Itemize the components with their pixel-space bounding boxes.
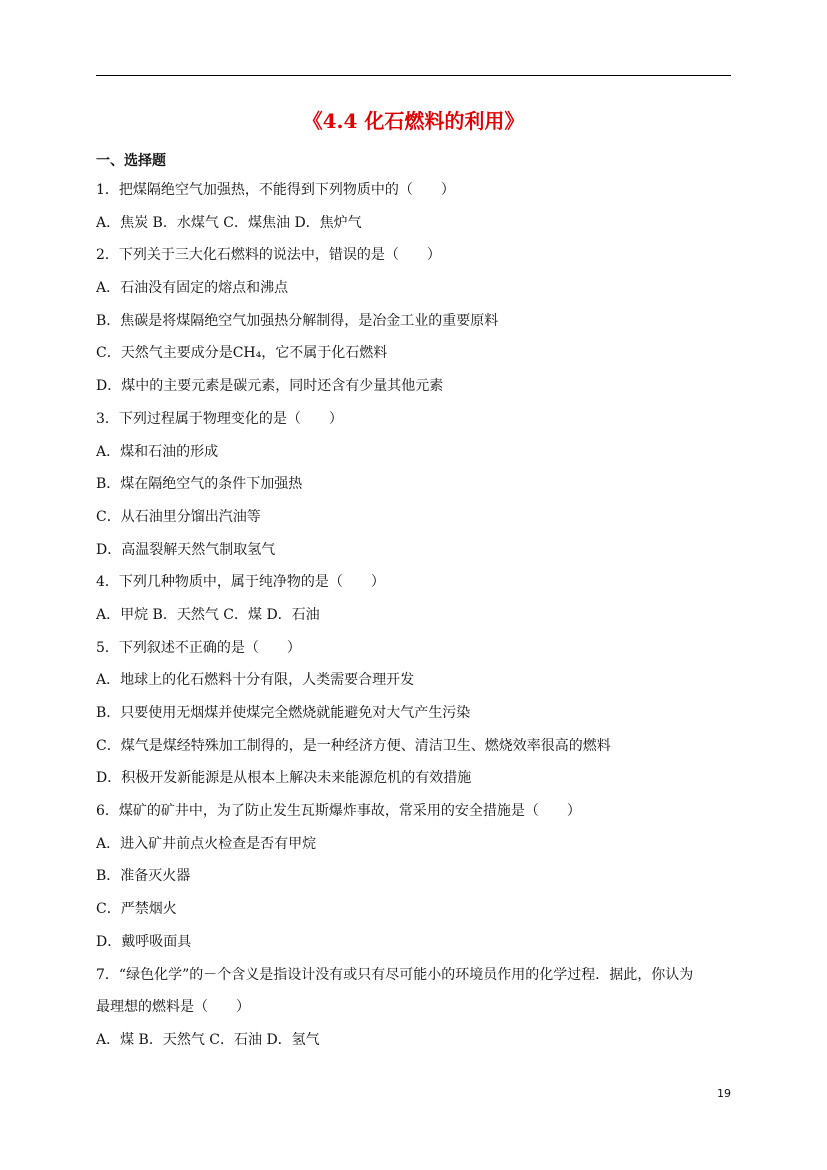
text-line: A．焦炭 B．水煤气 C．煤焦油 D．焦炉气 [96, 214, 362, 231]
question-list [96, 177, 731, 1060]
text-line: 5．下列叙述不正确的是（ ） [96, 639, 301, 656]
text-line: A．煤 B．天然气 C．石油 D．氢气 [96, 1031, 320, 1048]
header-rule [96, 75, 731, 76]
text-line: C．煤气是煤经特殊加工制得的，是一种经济方便、清洁卫生、燃烧效率很高的燃料 [96, 737, 611, 754]
text-line: D．高温裂解天然气制取氢气 [96, 541, 276, 558]
text-line: 6．煤矿的矿井中，为了防止发生瓦斯爆炸事故，常采用的安全措施是（ ） [96, 803, 581, 820]
text-line: A．煤和石油的形成 [96, 443, 219, 460]
page-number: 19 [717, 1087, 731, 1100]
text-line: B．煤在隔绝空气的条件下加强热 [96, 476, 303, 493]
text-line: 4．下列几种物质中，属于纯净物的是（ ） [96, 574, 385, 591]
document-title: 《4.4 化石燃料的利用》 [302, 109, 525, 133]
text-line: 最理想的燃料是（ ） [96, 999, 250, 1016]
text-line: D．戴呼吸面具 [96, 933, 192, 950]
text-line: A．石油没有固定的熔点和沸点 [96, 280, 289, 297]
text-line: B．只要使用无烟煤并使煤完全燃烧就能避免对大气产生污染 [96, 705, 471, 721]
text-line: 1．把煤隔绝空气加强热，不能得到下列物质中的（ ） [96, 182, 455, 198]
text-line: 3．下列过程属于物理变化的是（ ） [96, 410, 343, 427]
text-line: A．甲烷 B．天然气 C．煤 D．石油 [96, 606, 320, 623]
text-line: A．进入矿井前点火检查是否有甲烷 [96, 835, 317, 852]
text-line: A．地球上的化石燃料十分有限，人类需要合理开发 [96, 672, 415, 689]
section-heading: 一、选择题 [96, 153, 166, 169]
text-line: D．煤中的主要元素是碳元素，同时还含有少量其他元素 [96, 378, 444, 395]
text-line: C．严禁烟火 [96, 901, 177, 918]
text-line: C．天然气主要成分是CH₄，它不属于化石燃料 [96, 345, 388, 362]
text-line: D．积极开发新能源是从根本上解决未来能源危机的有效措施 [96, 770, 472, 787]
text-line: B．焦碳是将煤隔绝空气加强热分解制得，是冶金工业的重要原料 [96, 312, 499, 329]
text-line: 2．下列关于三大化石燃料的说法中，错误的是（ ） [96, 247, 441, 264]
text-line: C．从石油里分馏出汽油等 [96, 508, 261, 525]
text-line: 7．“绿色化学”的－个含义是指设计没有或只有尽可能小的环境员作用的化学过程．据此，你认为 [96, 966, 694, 983]
text-line: B．准备灭火器 [96, 868, 191, 885]
